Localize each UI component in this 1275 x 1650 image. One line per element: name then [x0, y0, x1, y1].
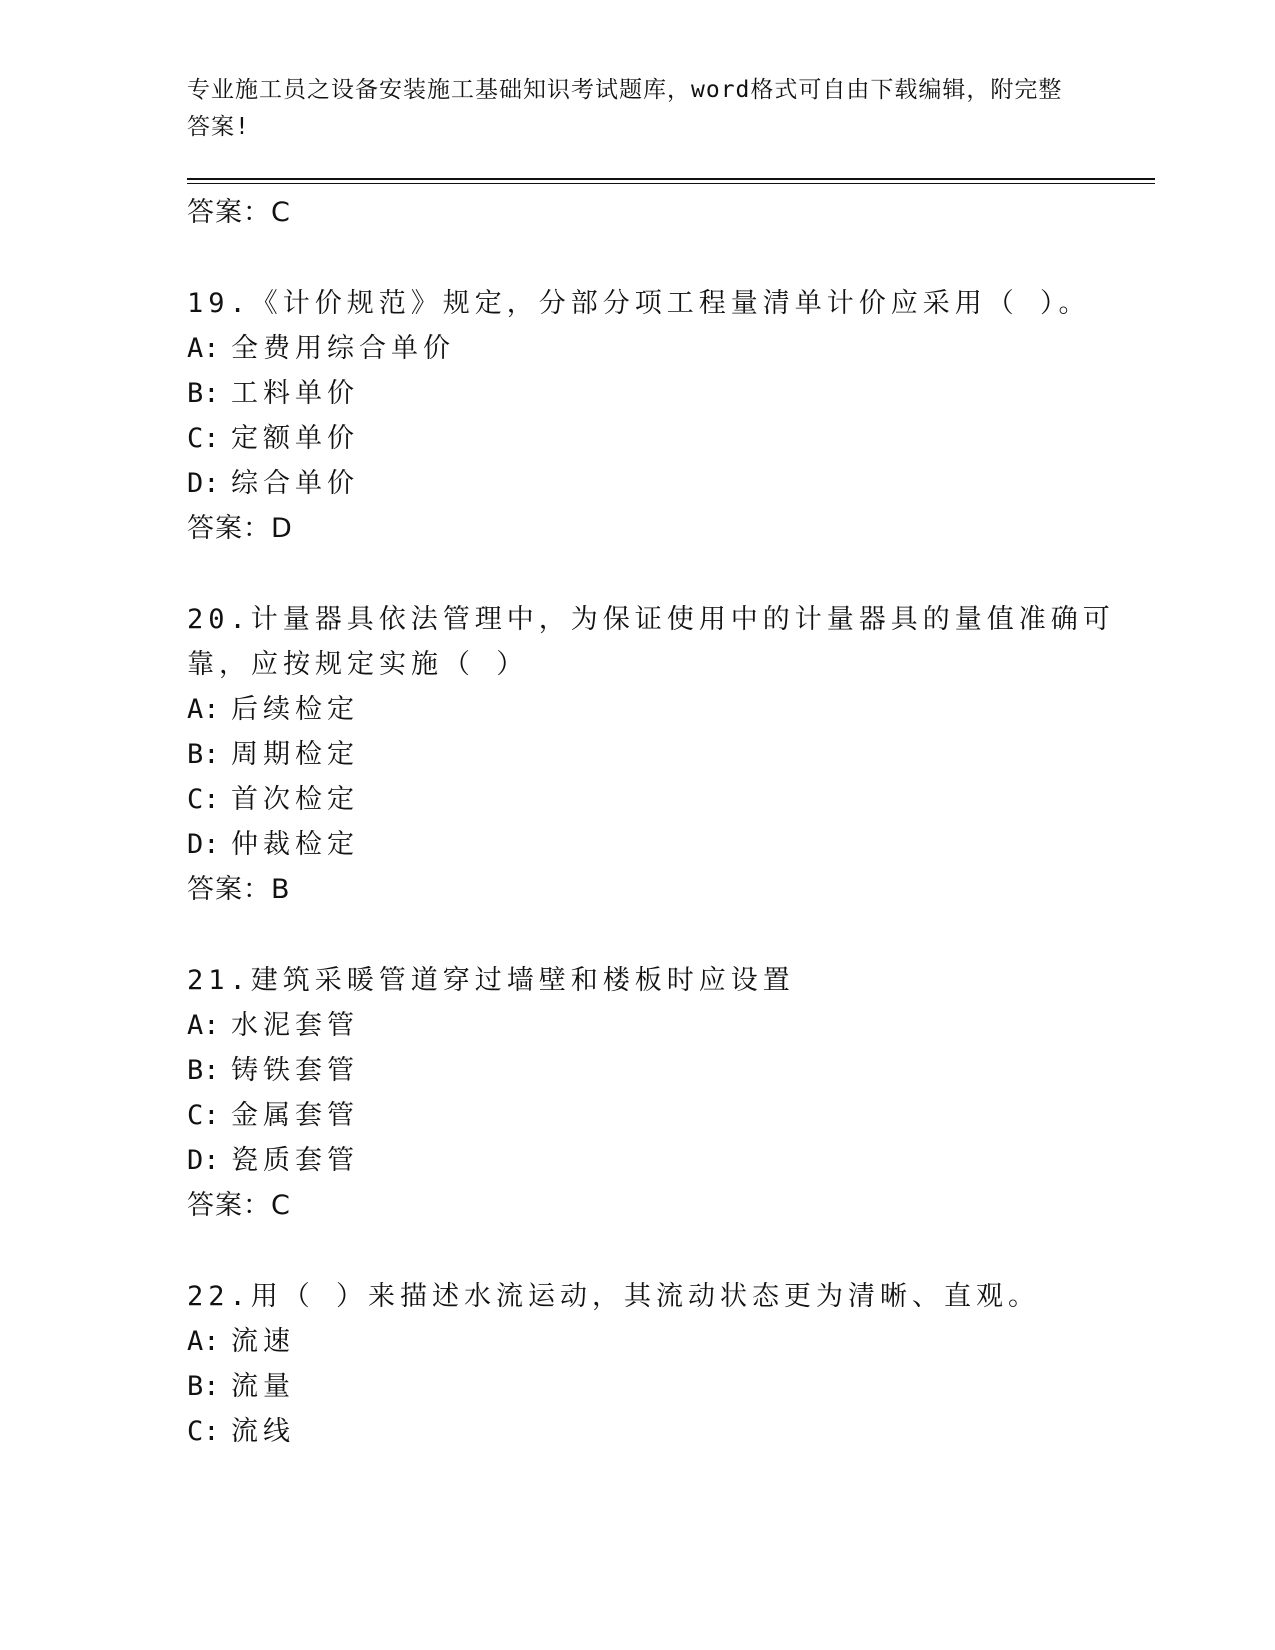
option-letter: A: — [187, 1010, 220, 1041]
question-block — [187, 281, 1117, 552]
option-letter: C: — [187, 1416, 220, 1447]
option-letter: A: — [187, 1326, 220, 1357]
option-letter: D: — [187, 1145, 220, 1176]
option-text: 水泥套管 — [231, 1010, 359, 1041]
question-text: 20.计量器具依法管理中，为保证使用中的计量器具的量值准确可靠，应按规定实施（ ） — [187, 604, 1115, 680]
option-text: 首次检定 — [231, 784, 359, 815]
spacer — [187, 552, 1117, 597]
document-header: 专业施工员之设备安装施工基础知识考试题库，word格式可自由下载编辑，附完整答案! — [187, 77, 1063, 140]
option-text: 金属套管 — [231, 1100, 359, 1131]
answer-line: 答案：D — [187, 513, 293, 544]
option-letter: A: — [187, 694, 220, 725]
option-a — [187, 326, 1117, 371]
header-rule-thick — [187, 178, 1155, 180]
spacer — [187, 236, 1117, 281]
option-text: 仲裁检定 — [231, 829, 359, 860]
option-text: 综合单价 — [231, 468, 359, 499]
question-text: 21.建筑采暖管道穿过墙壁和楼板时应设置 — [187, 965, 795, 996]
option-text: 后续检定 — [231, 694, 359, 725]
option-c — [187, 1409, 1117, 1454]
option-text: 定额单价 — [231, 423, 359, 454]
option-a — [187, 687, 1117, 732]
question-block — [187, 1274, 1117, 1454]
option-b — [187, 371, 1117, 416]
option-text: 全费用综合单价 — [231, 333, 455, 364]
option-letter: B: — [187, 1055, 220, 1086]
option-letter: B: — [187, 739, 220, 770]
option-text: 铸铁套管 — [231, 1055, 359, 1086]
option-c — [187, 416, 1117, 461]
question-text: 19.《计价规范》规定，分部分项工程量清单计价应采用（ ）。 — [187, 288, 1091, 319]
document-body — [187, 190, 1117, 1454]
header-rule-thin — [187, 183, 1155, 184]
spacer — [187, 913, 1117, 958]
answer-line: 答案：B — [187, 874, 291, 905]
option-c — [187, 1093, 1117, 1138]
option-d — [187, 461, 1117, 506]
option-b — [187, 1048, 1117, 1093]
option-letter: C: — [187, 423, 220, 454]
option-letter: C: — [187, 1100, 220, 1131]
question-block — [187, 597, 1117, 913]
option-b — [187, 1364, 1117, 1409]
question-text: 22.用（ ）来描述水流运动，其流动状态更为清晰、直观。 — [187, 1281, 1041, 1312]
option-text: 瓷质套管 — [231, 1145, 359, 1176]
option-d — [187, 822, 1117, 867]
option-letter: D: — [187, 829, 220, 860]
option-b — [187, 732, 1117, 777]
option-letter: C: — [187, 784, 220, 815]
option-a — [187, 1319, 1117, 1364]
option-text: 周期检定 — [231, 739, 359, 770]
option-text: 流量 — [231, 1371, 295, 1402]
spacer — [187, 1229, 1117, 1274]
answer-line: 答案：C — [187, 1190, 291, 1221]
option-letter: B: — [187, 378, 220, 409]
option-c — [187, 777, 1117, 822]
option-a — [187, 1003, 1117, 1048]
option-letter: B: — [187, 1371, 220, 1402]
option-text: 工料单价 — [231, 378, 359, 409]
option-text: 流线 — [231, 1416, 295, 1447]
option-text: 流速 — [231, 1326, 295, 1357]
question-block — [187, 958, 1117, 1229]
option-d — [187, 1138, 1117, 1183]
option-letter: D: — [187, 468, 220, 499]
option-letter: A: — [187, 333, 220, 364]
answer-line: 答案：C — [187, 197, 291, 228]
